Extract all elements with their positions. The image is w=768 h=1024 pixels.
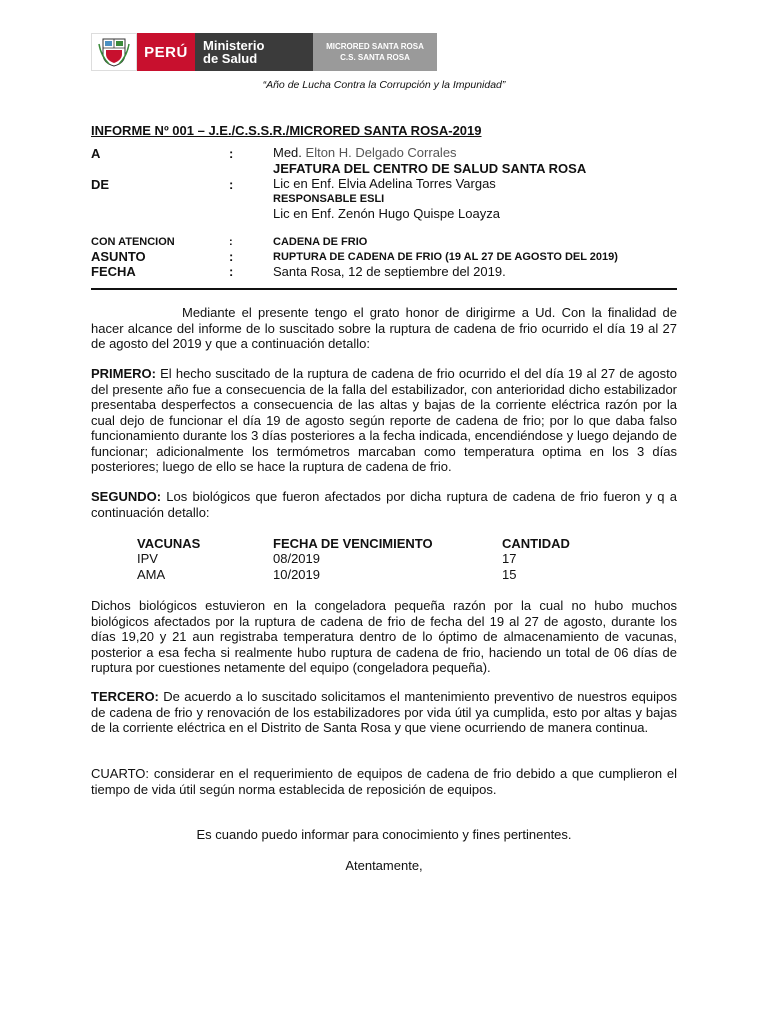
asunto-value: RUPTURA DE CADENA DE FRIO (19 AL 27 DE AGOSTO DEL 2019)	[273, 251, 618, 263]
ministry-line-2: de Salud	[203, 51, 258, 66]
segundo-paragraph	[91, 489, 677, 520]
de-name-1: Lic en Enf. Elvia Adelina Torres Vargas	[273, 176, 496, 191]
closing-line: Es cuando puedo informar para conocimiento y fines pertinentes.	[196, 827, 572, 842]
de-role: RESPONSABLE ESLI	[273, 193, 385, 205]
atencion-label: CON ATENCION	[91, 236, 175, 248]
microred-brand-block	[313, 33, 437, 71]
regards-line: Atentamente,	[345, 858, 423, 873]
primero-label: PRIMERO:	[91, 366, 156, 381]
a-role: JEFATURA DEL CENTRO DE SALUD SANTA ROSA	[273, 161, 587, 176]
asunto-label: ASUNTO	[91, 249, 146, 264]
asunto-colon: :	[229, 249, 234, 264]
atencion-colon: :	[229, 236, 233, 248]
ministry-line-1: Ministerio	[203, 38, 265, 53]
report-title: INFORME Nº 001 – J.E./C.S.S.R./MICRORED SANTA ROSA-2019	[91, 123, 482, 138]
de-label: DE	[91, 177, 110, 192]
tercero-paragraph	[91, 689, 677, 736]
tercero-label: TERCERO:	[91, 689, 159, 704]
table-cell-vaccine: AMA	[137, 567, 166, 582]
segundo-label: SEGUNDO:	[91, 489, 162, 504]
primero-paragraph	[91, 366, 677, 475]
fecha-value: Santa Rosa, 12 de septiembre del 2019.	[273, 264, 506, 279]
a-prefix: Med.	[273, 145, 302, 160]
table-cell-quantity: 17	[502, 551, 517, 566]
de-name-2: Lic en Enf. Zenón Hugo Quispe Loayza	[273, 206, 500, 221]
fecha-colon: :	[229, 264, 234, 279]
table-cell-quantity: 15	[502, 567, 517, 582]
dichos-paragraph: Dichos biológicos estuvieron en la congeladora pequeña razón por la cual no hubo muchos biológicos afectados por la ruptura de cadena de frio de fecha del 19 al 27 de agosto, durante los días 19,20 y 21 aun registraba temperatura dentro de lo óptimo de almacenamiento de vacunas, posterior a esa fecha si realmente hubo ruptura de cadena de frio, haciendo un total de 06 días de ruptura por cuestiones netamente del equipo (congeladora pequeña).	[91, 598, 677, 675]
intro-paragraph: Mediante el presente tengo el grato honor de dirigirme a Ud. Con la finalidad de hacer alcance del informe de lo suscitado sobre la ruptura de cadena de frio ocurrido el día 19 al 27 de agosto del 2019 y que a continuación detallo:	[91, 305, 677, 351]
a-colon: :	[229, 146, 234, 161]
de-colon: :	[229, 177, 234, 192]
table-header-fecha: FECHA DE VENCIMIENTO	[273, 536, 433, 551]
year-motto: “Año de Lucha Contra la Corrupción y la Impunidad”	[262, 79, 506, 91]
microred-line-2: C.S. SANTA ROSA	[340, 53, 410, 62]
a-name: Elton H. Delgado Corrales	[305, 145, 457, 160]
table-header-vacunas: VACUNAS	[137, 536, 201, 551]
coat-of-arms-icon	[97, 36, 131, 68]
table-cell-vaccine: IPV	[137, 551, 158, 566]
peru-brand-block: PERÚ	[137, 33, 195, 71]
table-header-cantidad: CANTIDAD	[502, 536, 570, 551]
cuarto-paragraph: CUARTO: considerar en el requerimiento de equipos de cadena de frio debido a que cumplieron el tiempo de vida útil según norma establecida de reposición de equipos.	[91, 766, 677, 797]
tercero-text: De acuerdo a lo suscitado solicitamos el mantenimiento preventivo de nuestros equipos de cadena de frio y renovación de los estabilizadores por vida útil ya cumplida, esto por altas y bajas de la corriente eléctrica en el Distrito de Santa Rosa y que viene ocurriendo de manera continua.	[91, 689, 677, 735]
primero-text: El hecho suscitado de la ruptura de cadena de frio ocurrido el del día 19 al 27 de agosto del presente año fue a consecuencia de la falla del estabilizador, con anterioridad dicho estabilizador presentaba desperfectos a consecuencia de las altas y bajas de la corriente eléctrica razón por la cual dejo de funcionar el día 19 de agosto según reporte de cadena de frio; por lo que daba falso funcionamiento durante los 3 días posteriores a la fecha indicada, encendiéndose y luego dejando de funcionar; adicionalmente los termómetros marcaban como temperatura optima en los 3 días posteriores; luego de ello se hace la ruptura de cadena de frio.	[91, 366, 677, 474]
table-cell-expiry: 10/2019	[273, 567, 320, 582]
segundo-text: Los biológicos que fueron afectados por dicha ruptura de cadena de frio fueron y q a continuación detallo:	[91, 489, 677, 520]
coat-of-arms-logo	[91, 33, 137, 71]
ministry-brand-block	[195, 33, 313, 71]
fecha-label: FECHA	[91, 264, 136, 279]
header-divider	[91, 288, 677, 290]
table-cell-expiry: 08/2019	[273, 551, 320, 566]
microred-line-1: MICRORED SANTA ROSA	[326, 42, 424, 51]
a-label: A	[91, 146, 101, 161]
atencion-value: CADENA DE FRIO	[273, 236, 368, 248]
header-logo-bar	[91, 33, 437, 71]
a-value	[273, 145, 457, 160]
